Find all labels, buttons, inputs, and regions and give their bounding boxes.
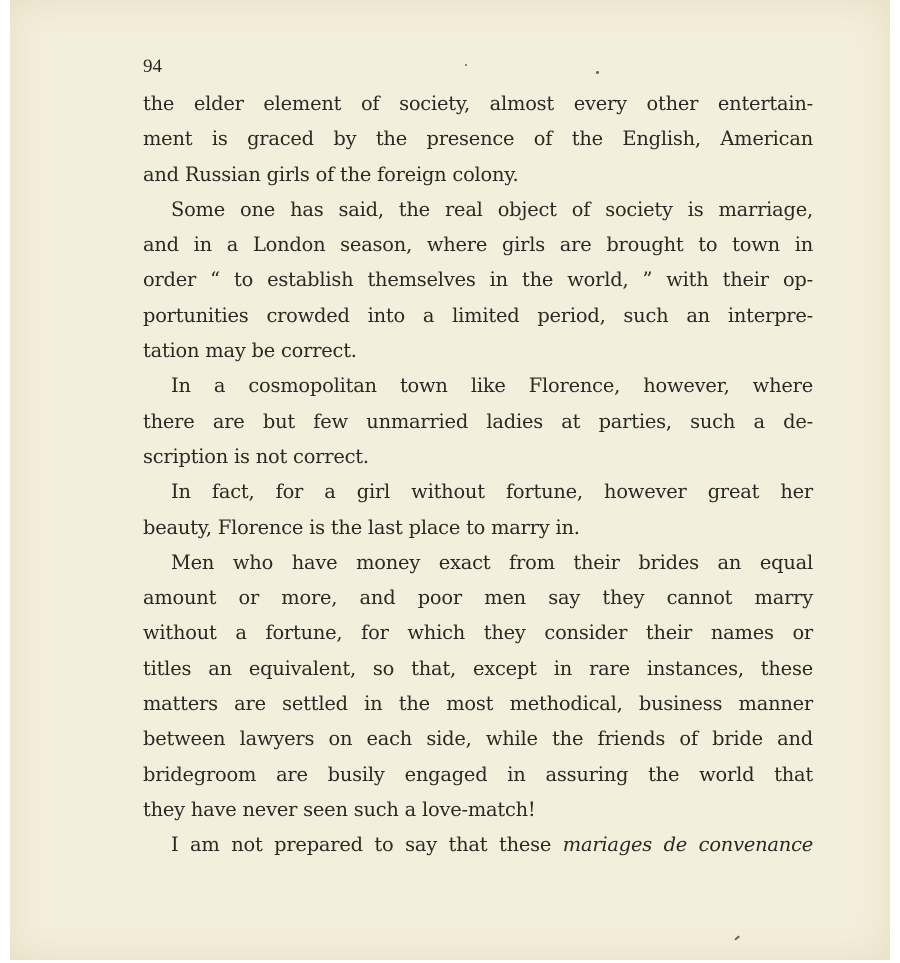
text-line: scription is not correct.: [143, 444, 369, 468]
text-line: amount or more, and poor men say they cannot marry: [143, 586, 813, 610]
text-line: titles an equivalent, so that, except in rare instances, these: [143, 656, 813, 680]
text-line: the elder element of society, almost every other entertain-: [143, 92, 813, 115]
text-line: without a fortune, for which they consider their names or: [143, 621, 813, 645]
text-line: between lawyers on each side, while the friends of bride and: [143, 727, 813, 751]
text-line: In a cosmopolitan town like Florence, however, where: [171, 374, 813, 398]
text-line: and in a London season, where girls are brought to town in: [143, 233, 813, 257]
text-line: and Russian girls of the foreign colony.: [143, 162, 519, 186]
paper-speck: [596, 71, 599, 74]
paper-speck: [465, 64, 467, 66]
text-line: bridegroom are busily engaged in assuring the world that: [143, 762, 813, 786]
body-text: [143, 86, 813, 863]
final-line-start: I am not prepared to say that these: [171, 833, 552, 857]
text-line: tation may be correct.: [143, 339, 357, 363]
text-line: ment is graced by the presence of the English, American: [143, 127, 813, 151]
text-line: portunities crowded into a limited period, such an interpre-: [143, 303, 813, 327]
text-line-final: [143, 827, 813, 862]
text-line: Men who have money exact from their brides an equal: [171, 550, 813, 574]
text-line: In fact, for a girl without fortune, however great her: [171, 480, 813, 504]
text-line: there are but few unmarried ladies at parties, such a de-: [143, 409, 813, 433]
page-number: 94: [143, 56, 162, 77]
text-line: beauty, Florence is the last place to marry in.: [143, 515, 580, 539]
paper-speck: [734, 935, 740, 940]
text-line: they have never seen such a love-match!: [143, 797, 536, 821]
book-page: [10, 0, 890, 960]
text-line: Some one has said, the real object of society is marriage,: [171, 197, 813, 221]
text-line: order “ to establish themselves in the world, ” with their op-: [143, 268, 813, 292]
text-line: matters are settled in the most methodical, business manner: [143, 692, 813, 716]
final-line-italic: mariages de convenance: [562, 833, 814, 857]
